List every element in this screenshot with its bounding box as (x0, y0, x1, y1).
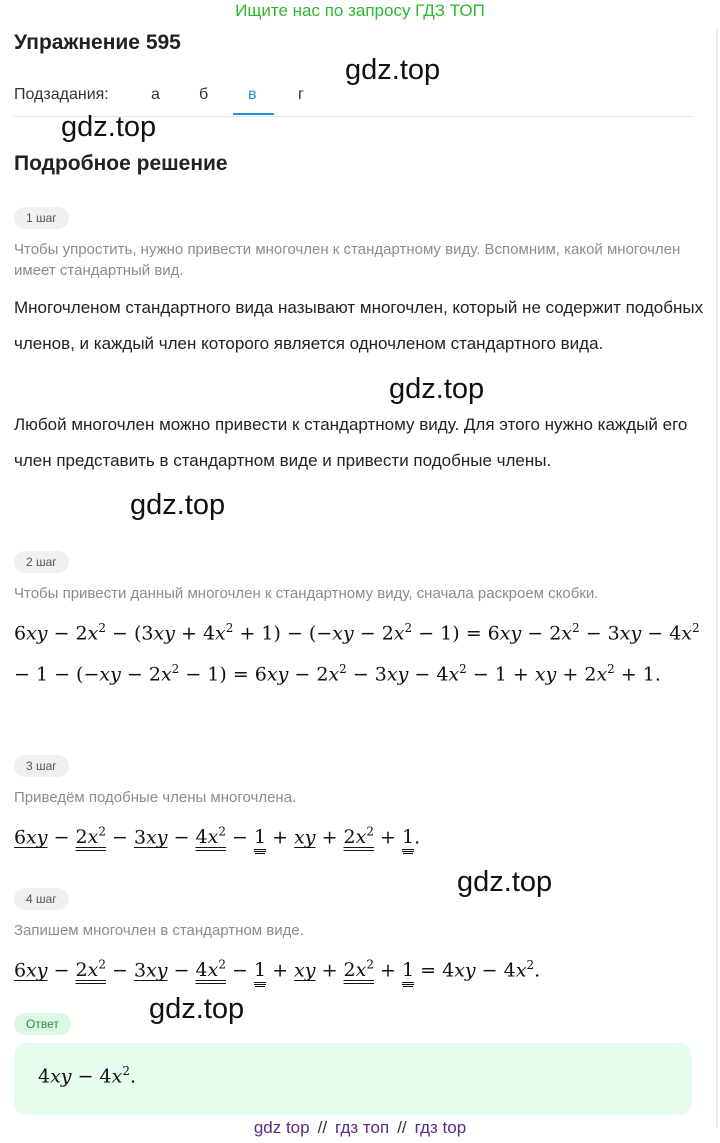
footer-link[interactable]: gdz top (253, 1118, 310, 1137)
subtask-tab-a[interactable]: а (151, 86, 160, 103)
step-badge: 1 шаг (14, 207, 69, 229)
footer-links (0, 1116, 720, 1140)
footer-link[interactable]: гдз top (414, 1118, 467, 1137)
footer-separator: // (397, 1118, 407, 1137)
watermark: gdz.top (149, 993, 245, 1025)
subtasks-label: Подзадания: (14, 86, 109, 103)
step-hint: Запишем многочлен в стандартном виде. (14, 922, 304, 939)
standard-form-expression: $6xy - 2x^2 - 3xy - 4x^2 - 1$ + xy + $2x^2 + 1 = 4xy - 4x^2$. (14, 947, 704, 988)
solution-heading: Подробное решение (14, 152, 228, 175)
step-hint: Чтобы упростить, нужно привести многочлен к стандартному виду. Вспомним, какой многочлен имеет стандартный вид. (14, 241, 681, 279)
step-badge: 3 шаг (14, 755, 69, 777)
answer-badge: Ответ (14, 1013, 71, 1035)
watermark: gdz.top (130, 489, 226, 521)
watermark: gdz.top (345, 54, 441, 86)
watermark: gdz.top (61, 111, 157, 143)
expanded-expression: $6xy - 2x^2 - (3xy + 4x^2 + 1) - (-xy - 2x^2 - 1) = 6xy - 2x^2 - 3xy - 4x^2 - 1 - (-xy - 2x^2 - 1) = 6xy - 2x^2 - 3xy - 4x^2 - 1$ + xy + $2x^2 + 1$. (14, 621, 700, 686)
footer-separator: // (317, 1118, 328, 1137)
top-banner: Ищите нас по запросу ГДЗ ТОП (235, 1, 485, 20)
step-paragraph: Многочленом стандартного вида называют многочлен, который не содержит подобных членов, и каждый член которого является одночленом стандартного вида. (14, 298, 704, 353)
step-hint: Приведём подобные члены многочлена. (14, 789, 297, 806)
step-paragraph: Любой многочлен можно привести к стандартному виду. Для этого нужно каждый его член представить в стандартном виде и привести подобные члены. (14, 415, 688, 470)
subtask-tab-v[interactable]: в (248, 86, 257, 103)
step-badge: 4 шаг (14, 888, 69, 910)
subtask-tab-g[interactable]: г (298, 86, 304, 103)
footer-link[interactable]: гдз топ (335, 1118, 390, 1137)
step-badge: 2 шаг (14, 551, 69, 573)
grouped-expression: $6xy - 2x^2 - 3xy - 4x^2 - 1$ + xy + $2x^2 + 1$. (14, 814, 704, 855)
answer-expression: $4xy - 4x^2$. (38, 1064, 137, 1088)
active-tab-indicator (233, 113, 274, 115)
step-hint: Чтобы привести данный многочлен к стандартному виду, сначала раскроем скобки. (14, 585, 599, 602)
page-title: Упражнение 595 (14, 31, 181, 54)
watermark: gdz.top (389, 373, 485, 405)
watermark: gdz.top (457, 866, 553, 898)
subtask-tab-b[interactable]: б (199, 86, 209, 103)
right-divider (716, 28, 718, 1128)
